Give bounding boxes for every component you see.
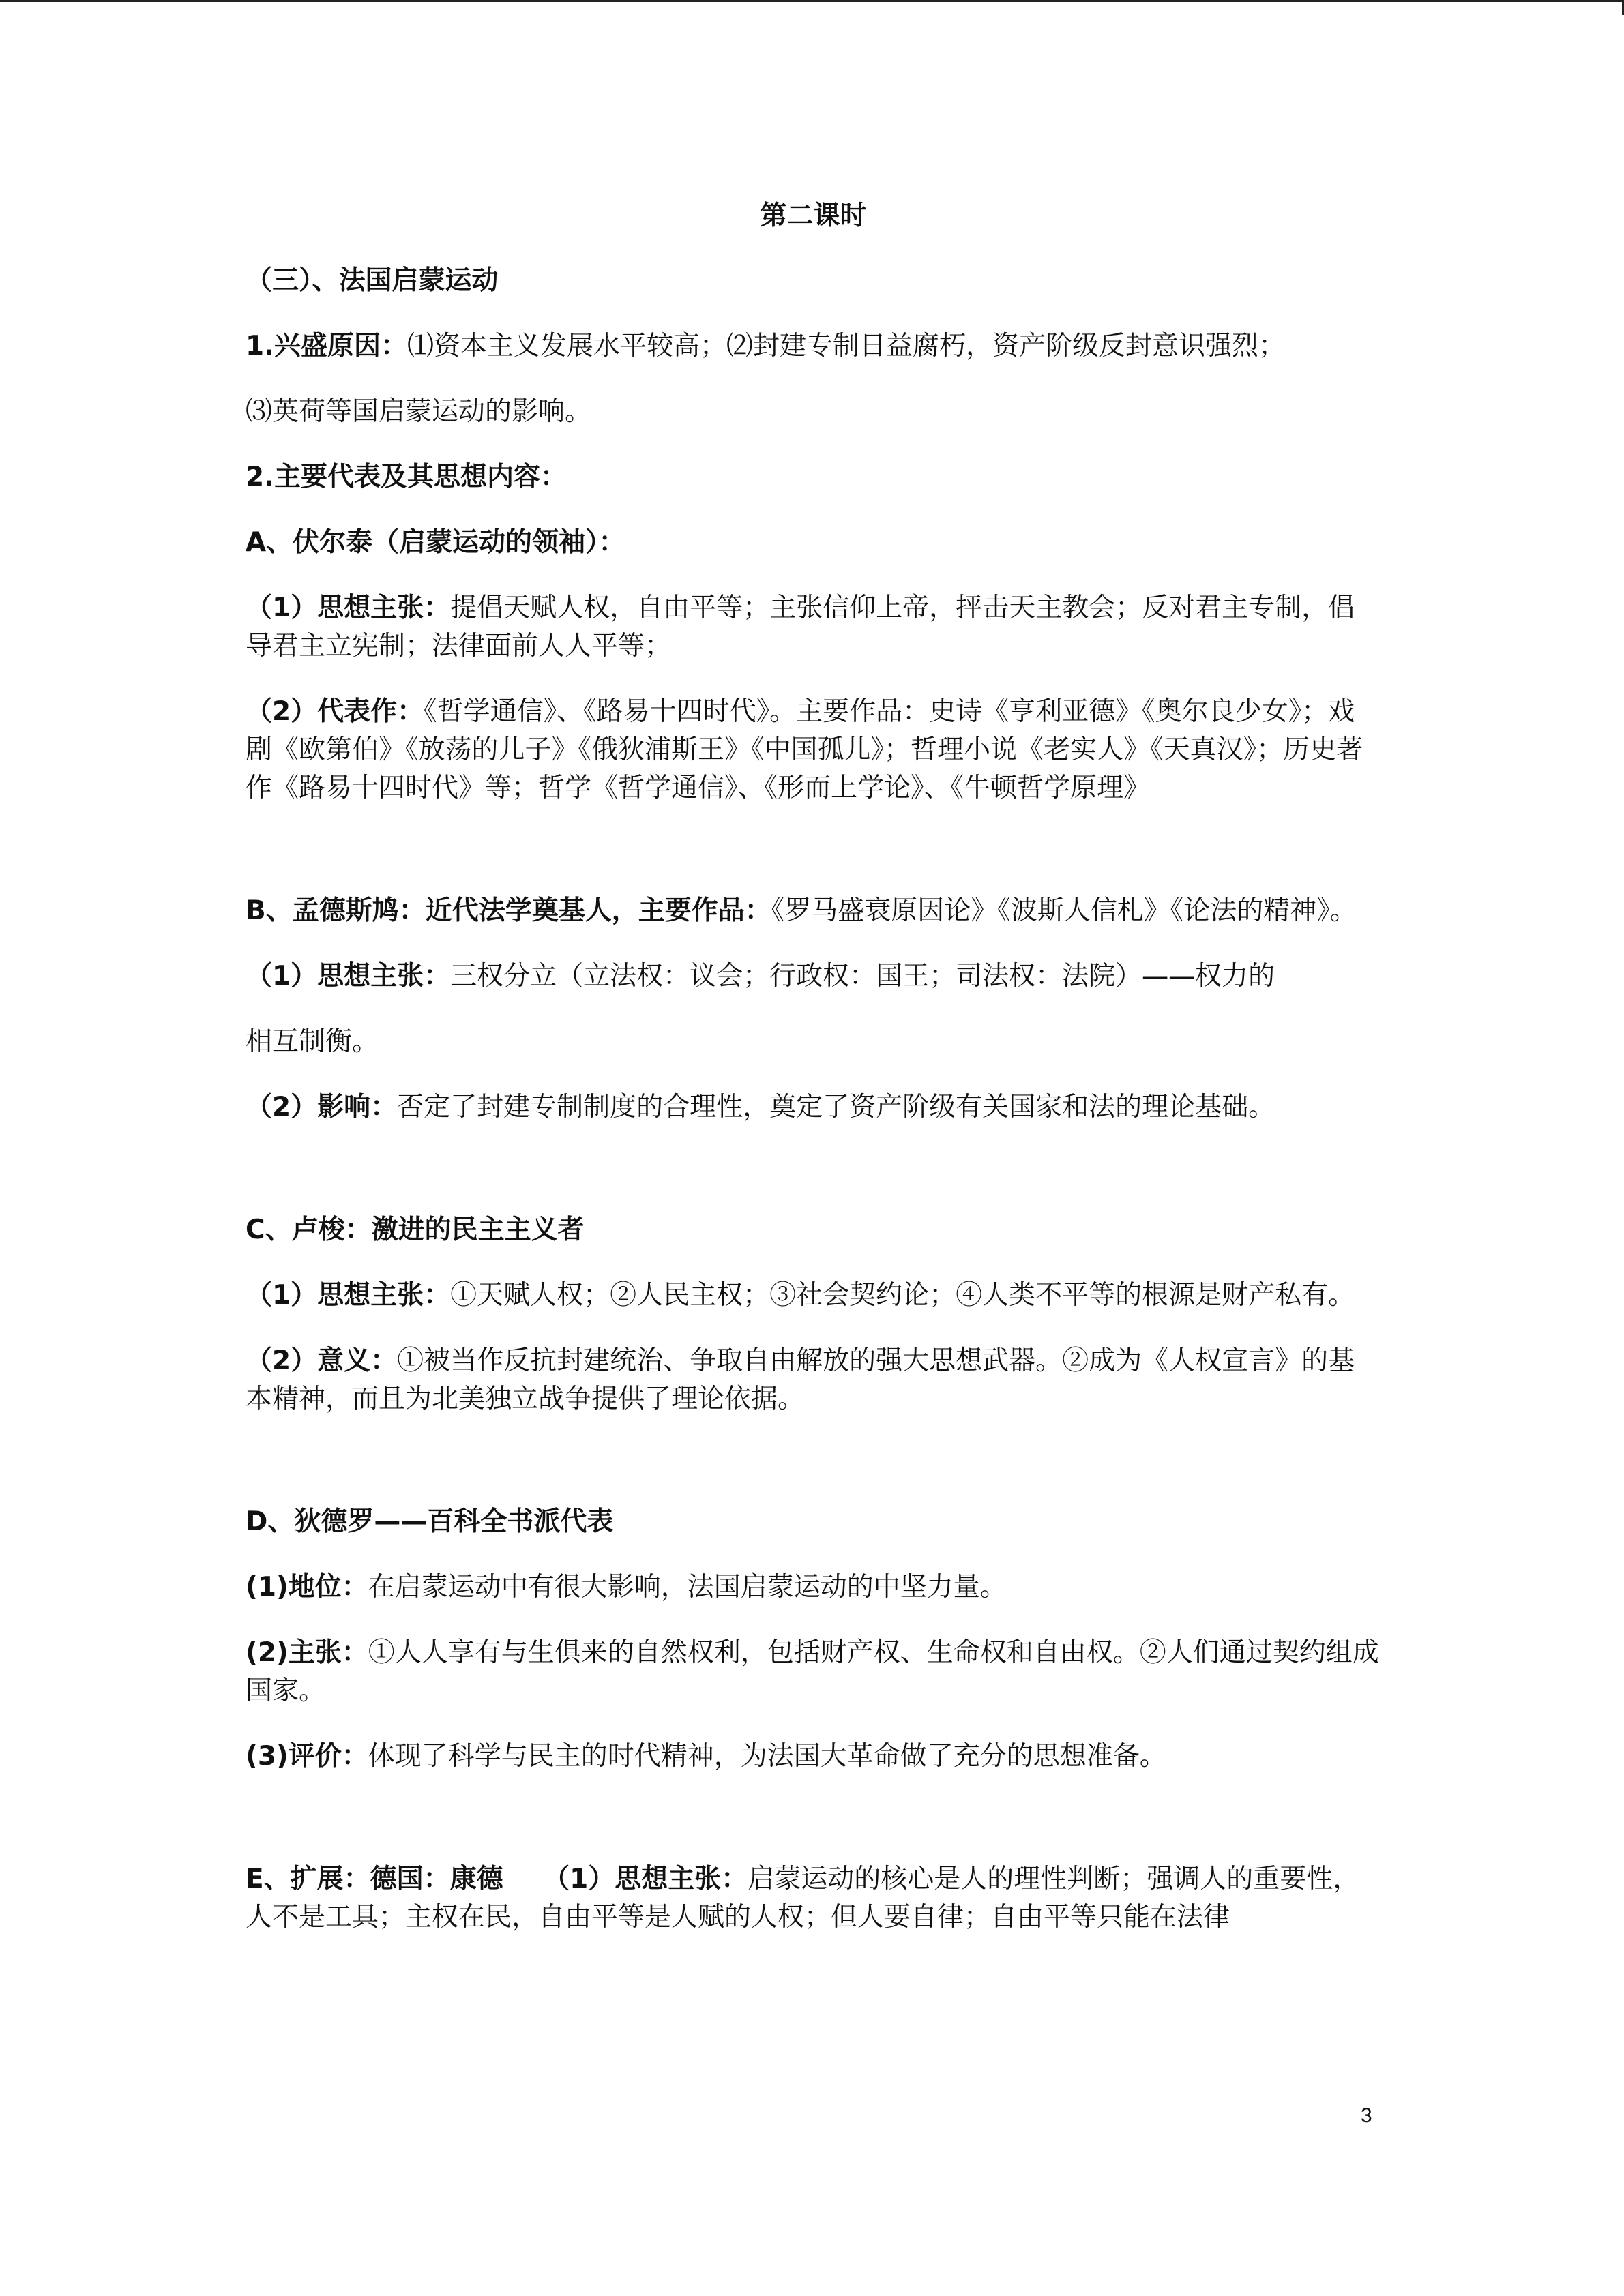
- diderot-heading: D、狄德罗——百科全书派代表: [246, 1506, 614, 1537]
- montesquieu-influence-text: 否定了封建专制制度的合理性，奠定了资产阶级有关国家和法的理论基础。: [397, 1092, 1275, 1122]
- montesquieu-ideas-label: （1）思想主张：: [246, 961, 451, 992]
- kant-extension-label: E、扩展：德国：康德 （1）思想主张：: [246, 1864, 748, 1894]
- rousseau-significance-text: ①被当作反抗封建统治、争取自由解放的强大思想武器。②成为《人权宣言》的基本精神，而且为北美独立战争提供了理论依据。: [246, 1345, 1355, 1414]
- rousseau-ideas-text: ①天赋人权；②人民主权；③社会契约论；④人类不平等的根源是财产私有。: [450, 1280, 1355, 1311]
- voltaire-ideas-text: 提倡天赋人权，自由平等；主张信仰上帝，抨击天主教会；反对君主专制，倡导君主立宪制；法律面前人人平等；: [246, 593, 1355, 661]
- montesquieu-works-text: 《罗马盛衰原因论》《波斯人信札》《论法的精神》。: [771, 895, 1357, 926]
- rousseau-significance-paragraph: [246, 1342, 1381, 1418]
- rise-reasons-continued: ⑶英荷等国启蒙运动的影响。: [246, 396, 592, 427]
- diderot-status-text: 在启蒙运动中有很大影响，法国启蒙运动的中坚力量。: [368, 1572, 1007, 1602]
- diderot-claims-paragraph: [246, 1634, 1381, 1710]
- rousseau-heading: C、卢梭：激进的民主主义者: [246, 1214, 585, 1245]
- diderot-status-paragraph: [246, 1568, 1381, 1607]
- rise-reasons-text: ⑴资本主义发展水平较高；⑵封建专制日益腐朽，资产阶级反封意识强烈；: [407, 331, 1285, 361]
- diderot-status-label: (1)地位：: [246, 1572, 368, 1602]
- page-title: 第二课时: [760, 200, 867, 231]
- rise-reasons-label: 1.兴盛原因：: [246, 331, 407, 361]
- voltaire-ideas-label: （1）思想主张：: [246, 593, 451, 623]
- voltaire-works-paragraph: [246, 693, 1381, 807]
- rousseau-significance-label: （2）意义：: [246, 1345, 398, 1376]
- page-number: 3: [1361, 2104, 1372, 2127]
- montesquieu-heading-label: B、孟德斯鸠：近代法学奠基人，主要作品：: [246, 895, 771, 926]
- montesquieu-ideas-text: 三权分立（立法权：议会；行政权：国王；司法权：法院）——权力的: [450, 961, 1275, 992]
- diderot-claims-text: ①人人享有与生俱来的自然权利，包括财产权、生命权和自由权。②人们通过契约组成国家。: [246, 1637, 1379, 1706]
- montesquieu-influence-label: （2）影响：: [246, 1092, 398, 1122]
- section-heading: （三）、法国启蒙运动: [246, 265, 499, 296]
- rousseau-ideas-paragraph: [246, 1277, 1381, 1315]
- montesquieu-ideas-paragraph: [246, 957, 1381, 996]
- voltaire-works-label: （2）代表作：: [246, 696, 424, 727]
- voltaire-ideas-paragraph: [246, 589, 1381, 666]
- diderot-evaluation-paragraph: [246, 1738, 1381, 1776]
- diderot-claims-label: (2)主张：: [246, 1637, 368, 1668]
- rise-reasons-paragraph: [246, 327, 1381, 366]
- kant-extension-text: 启蒙运动的核心是人的理性判断；强调人的重要性，人不是工具；主权在民，自由平等是人赋的人权；但人要自律；自由平等只能在法律: [246, 1864, 1360, 1933]
- montesquieu-influence-paragraph: [246, 1088, 1381, 1127]
- representatives-heading: 2.主要代表及其思想内容：: [246, 462, 567, 492]
- montesquieu-heading-paragraph: [246, 892, 1381, 930]
- top-border-line: [0, 0, 1624, 2]
- montesquieu-ideas-continued: 相互制衡。: [246, 1026, 379, 1057]
- voltaire-works-text: 《哲学通信》、《路易十四时代》。主要作品：史诗《亨利亚德》《奥尔良少女》；戏剧《欧第伯》《放荡的儿子》《俄狄浦斯王》《中国孤儿》；哲理小说《老实人》《天真汉》；历史著作《路易十四时代》等；哲学《哲学通信》、《形而上学论》、《牛顿哲学原理》: [246, 696, 1363, 803]
- diderot-evaluation-text: 体现了科学与民主的时代精神，为法国大革命做了充分的思想准备。: [368, 1741, 1166, 1772]
- kant-extension-paragraph: [246, 1860, 1381, 1937]
- voltaire-heading: A、伏尔泰（启蒙运动的领袖）：: [246, 527, 625, 558]
- diderot-evaluation-label: (3)评价：: [246, 1741, 368, 1772]
- rousseau-ideas-label: （1）思想主张：: [246, 1280, 451, 1311]
- page-content: [246, 198, 1381, 1937]
